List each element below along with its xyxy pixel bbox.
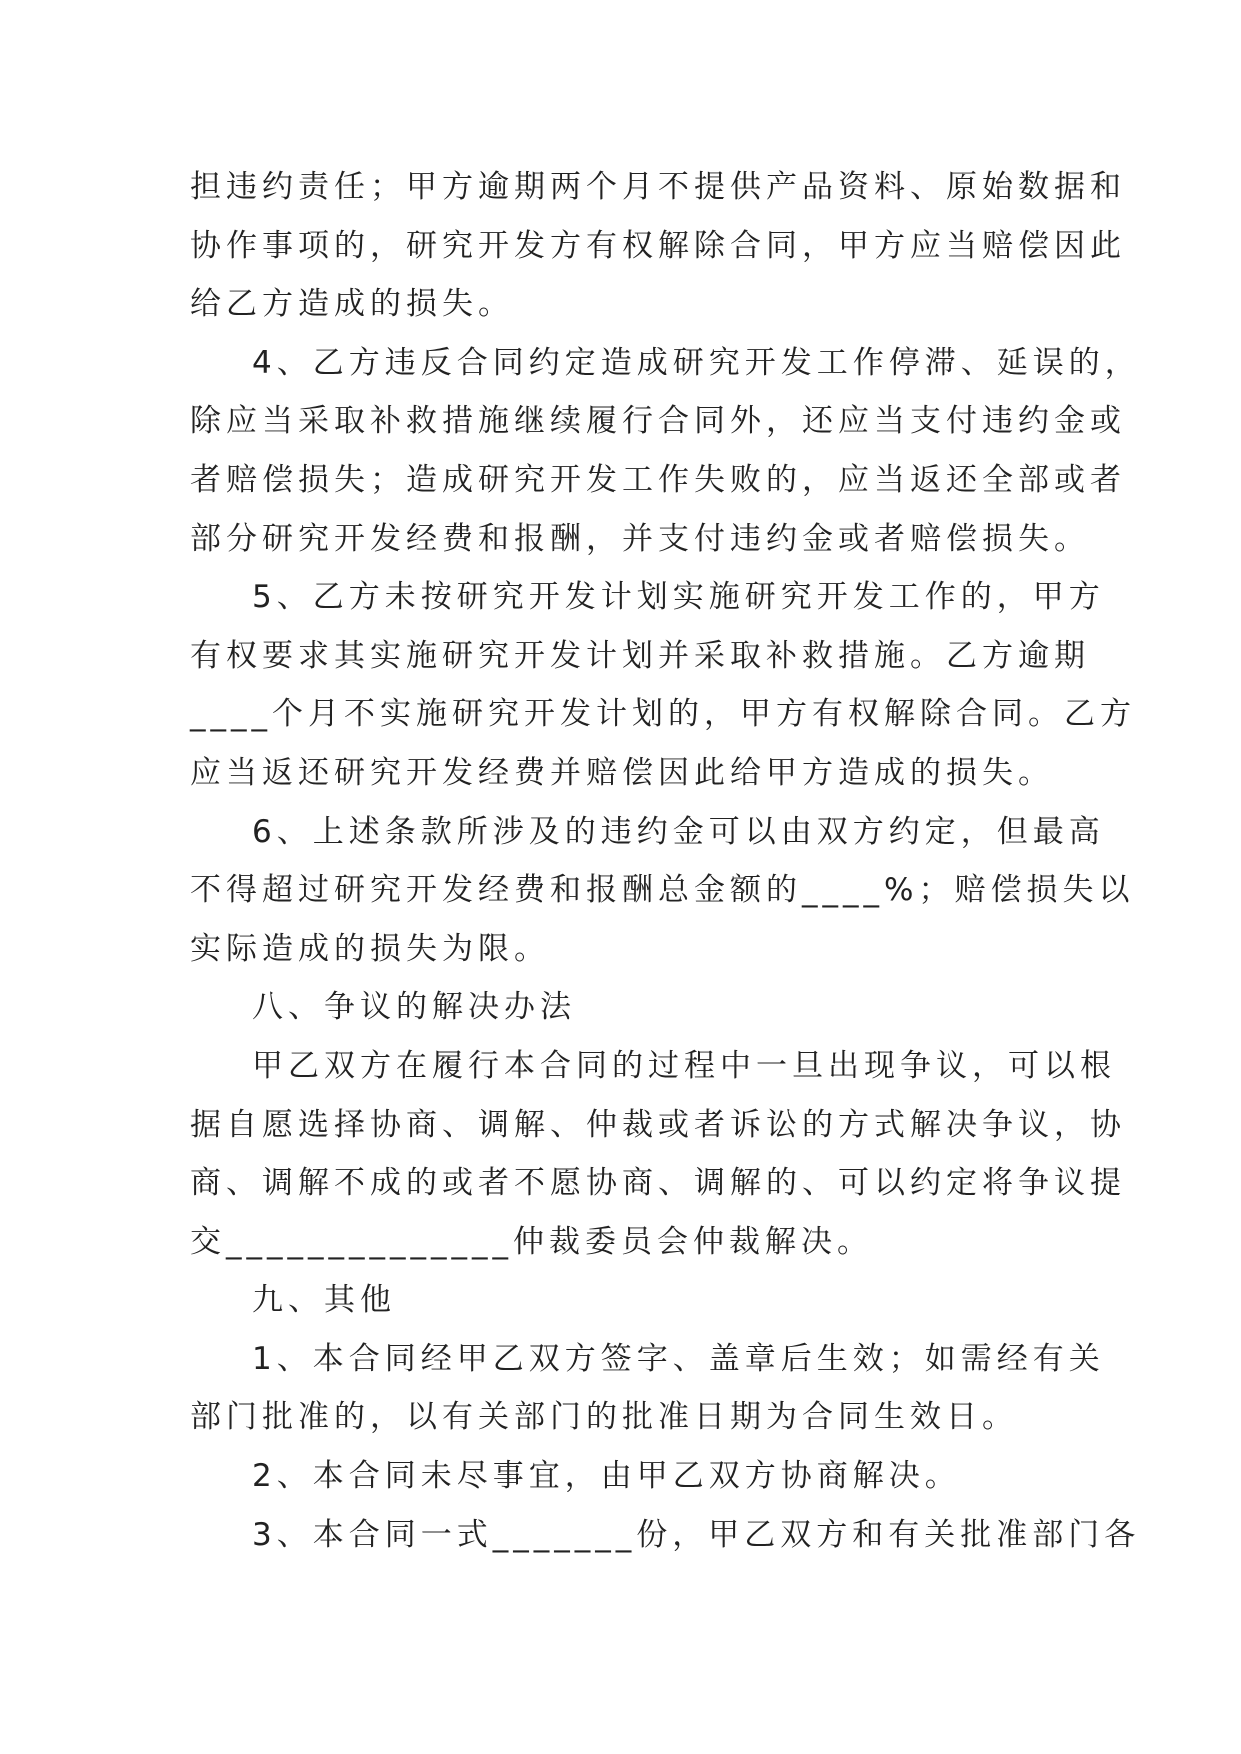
text-line: 应当返还研究开发经费并赔偿因此给甲方造成的损失。 xyxy=(190,754,1054,791)
contract-text-body xyxy=(190,158,1141,1564)
text-line: 协作事项的，研究开发方有权解除合同，甲方应当赔偿因此 xyxy=(190,227,1126,264)
text-line: 部分研究开发经费和报酬，并支付违约金或者赔偿损失。 xyxy=(190,520,1090,557)
text-line: 甲乙双方在履行本合同的过程中一旦出现争议，可以根 xyxy=(252,1047,1116,1084)
text-line: 九、其他 xyxy=(252,1282,396,1319)
text-line: 4、乙方违反合同约定造成研究开发工作停滞、延误的， xyxy=(252,344,1141,381)
text-line: 给乙方造成的损失。 xyxy=(190,286,514,323)
text-line: 有权要求其实施研究开发计划并采取补救措施。乙方逾期 xyxy=(190,637,1090,674)
text-line: 3、本合同一式_______份，甲乙双方和有关批准部门各 xyxy=(252,1516,1141,1553)
text-line: 6、上述条款所涉及的违约金可以由双方约定，但最高 xyxy=(252,813,1105,850)
text-line: 部门批准的，以有关部门的批准日期为合同生效日。 xyxy=(190,1399,1018,1436)
text-line: ____个月不实施研究开发计划的，甲方有权解除合同。乙方 xyxy=(190,696,1136,733)
text-line: 八、争议的解决办法 xyxy=(252,989,576,1026)
text-line: 交______________仲裁委员会仲裁解决。 xyxy=(190,1223,873,1260)
text-line: 不得超过研究开发经费和报酬总金额的____%；赔偿损失以 xyxy=(190,872,1135,909)
text-line: 商、调解不成的或者不愿协商、调解的、可以约定将争议提 xyxy=(190,1165,1126,1202)
text-line: 1、本合同经甲乙双方签字、盖章后生效；如需经有关 xyxy=(252,1340,1105,1377)
text-line: 5、乙方未按研究开发计划实施研究开发工作的，甲方 xyxy=(252,579,1105,616)
text-line: 者赔偿损失；造成研究开发工作失败的，应当返还全部或者 xyxy=(190,461,1126,498)
text-line: 实际造成的损失为限。 xyxy=(190,930,550,967)
text-line: 据自愿选择协商、调解、仲裁或者诉讼的方式解决争议，协 xyxy=(190,1106,1126,1143)
text-line: 除应当采取补救措施继续履行合同外，还应当支付违约金或 xyxy=(190,403,1126,440)
text-line: 担违约责任；甲方逾期两个月不提供产品资料、原始数据和 xyxy=(190,169,1126,205)
text-line: 2、本合同未尽事宜，由甲乙双方协商解决。 xyxy=(252,1458,961,1495)
